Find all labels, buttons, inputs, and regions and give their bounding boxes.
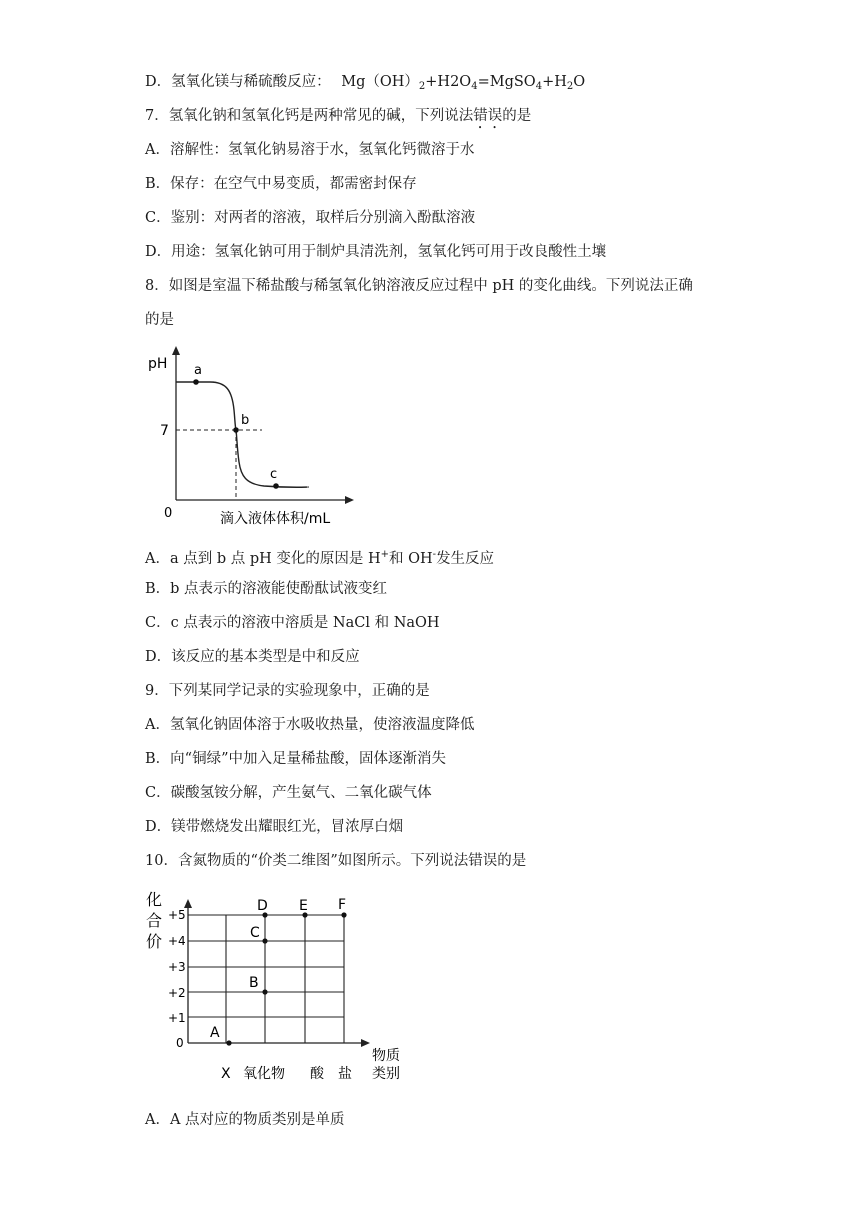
q7-option-a: A．溶解性：氢氧化钠易溶于水，氢氧化钙微溶于水 bbox=[145, 142, 475, 158]
q6-equation: $Mg(OH)_2+H2O_4=MgSO_4+H_2O$ bbox=[341, 74, 586, 92]
q7-option-c: C．鉴别：对两者的溶液，取样后分别滴入酚酞溶液 bbox=[145, 210, 476, 226]
q9-option-d: D．镁带燃烧发出耀眼红光，冒浓厚白烟 bbox=[145, 819, 404, 835]
point-c bbox=[273, 483, 279, 489]
emphasis-mark: 错误 bbox=[473, 108, 503, 124]
x-axis-arrow bbox=[345, 496, 354, 504]
q8-stem-line2: 的是 bbox=[145, 312, 174, 328]
q6-option-d-prefix: D．氢氧化镁与稀硫酸反应： bbox=[145, 74, 331, 90]
q9-stem: 9．下列某同学记录的实验现象中，正确的是 bbox=[145, 683, 430, 699]
point-F bbox=[341, 912, 346, 917]
q9-option-c: C．碳酸氢铵分解，产生氨气、二氧化碳气体 bbox=[145, 785, 432, 801]
ph-curve-figure bbox=[140, 340, 360, 530]
y-tick-plus4: +4 bbox=[168, 934, 186, 948]
q9-option-b: B．向“铜绿”中加入足量稀盐酸，固体逐渐消失 bbox=[145, 751, 446, 767]
q7-option-b: B．保存：在空气中易变质，都需密封保存 bbox=[145, 176, 417, 192]
point-F-label: F bbox=[338, 897, 347, 913]
y-label-char-1: 化 bbox=[146, 890, 163, 909]
q8-option-b: B．b 点表示的溶液能使酚酞试液变红 bbox=[145, 581, 388, 597]
x-cat-salt: 盐 bbox=[338, 1066, 352, 1082]
point-B bbox=[262, 989, 267, 994]
y-label-char-3: 价 bbox=[146, 932, 163, 951]
q8-option-d: D．该反应的基本类型是中和反应 bbox=[145, 649, 360, 665]
y-tick-0: 0 bbox=[176, 1036, 184, 1050]
q7-option-d: D．用途：氢氧化钠可用于制炉具清洗剂，氢氧化钙可用于改良酸性土壤 bbox=[145, 244, 607, 260]
x-axis-label: 滴入液体体积/mL bbox=[220, 511, 331, 527]
y-tick-plus5: +5 bbox=[168, 908, 186, 922]
y-tick-plus3: +3 bbox=[168, 960, 186, 974]
y-label-char-2: 合 bbox=[146, 911, 163, 930]
y-tick-7: 7 bbox=[160, 423, 169, 439]
y-tick-plus1: +1 bbox=[168, 1011, 186, 1025]
q8-stem-line1: 8．如图是室温下稀盐酸与稀氢氧化钠溶液反应过程中 pH 的变化曲线。下列说法正确 bbox=[145, 278, 693, 294]
q10-stem: 10．含氮物质的“价类二维图”如图所示。下列说法错误的是 bbox=[145, 853, 527, 869]
point-a-label: a bbox=[194, 363, 202, 378]
y-axis-arrow bbox=[184, 899, 192, 908]
x-cat-oxide: 氧化物 bbox=[243, 1066, 285, 1082]
q8-option-c: C．c 点表示的溶液中溶质是 NaCl 和 NaOH bbox=[145, 615, 440, 631]
x-cat-acid: 酸 bbox=[310, 1066, 324, 1082]
point-B-label: B bbox=[249, 975, 259, 991]
point-A-label: A bbox=[210, 1025, 220, 1041]
x-axis-label-2: 类别 bbox=[372, 1066, 400, 1082]
point-D-label: D bbox=[257, 898, 268, 914]
point-a bbox=[193, 379, 199, 385]
x-axis-arrow bbox=[361, 1039, 370, 1047]
grid bbox=[188, 915, 344, 1043]
q6-option-d bbox=[145, 72, 585, 97]
y-tick-plus2: +2 bbox=[168, 986, 186, 1000]
ph-curve bbox=[176, 382, 308, 487]
point-c-label: c bbox=[270, 467, 278, 482]
origin-label: 0 bbox=[164, 506, 173, 521]
q7-stem: 7．氢氧化钠和氢氧化钙是两种常见的碱，下列说法错误的是 bbox=[145, 108, 532, 124]
x-cat-X: X bbox=[221, 1066, 231, 1082]
point-E-label: E bbox=[299, 898, 308, 914]
point-A bbox=[226, 1040, 231, 1045]
q8-option-a: A．a 点到 b 点 pH 变化的原因是 H+和 OH-发生反应 bbox=[145, 549, 495, 567]
y-axis-arrow bbox=[172, 346, 180, 355]
q10-option-a: A．A 点对应的物质类别是单质 bbox=[145, 1112, 345, 1128]
point-C bbox=[262, 938, 267, 943]
point-C-label: C bbox=[250, 925, 260, 941]
point-b bbox=[233, 427, 239, 433]
point-b-label: b bbox=[241, 413, 250, 428]
y-axis-label: pH bbox=[148, 356, 168, 372]
x-axis-label-1: 物质 bbox=[372, 1048, 400, 1064]
q9-option-a: A．氢氧化钠固体溶于水吸收热量，使溶液温度降低 bbox=[145, 717, 475, 733]
valence-class-figure bbox=[140, 885, 415, 1095]
